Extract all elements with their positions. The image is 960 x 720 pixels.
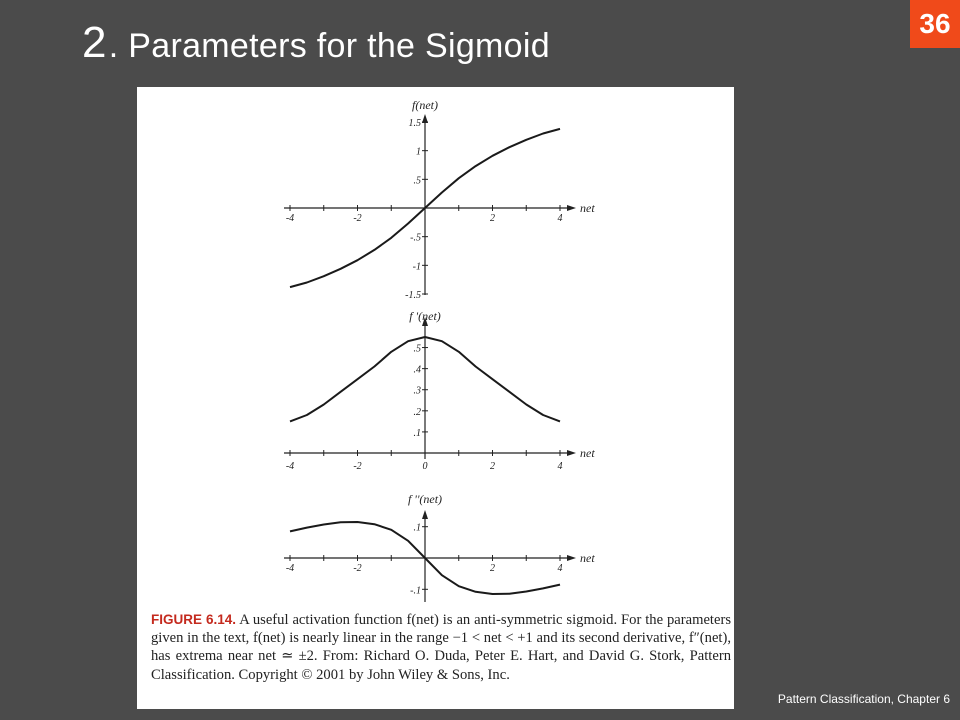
x-tick-label: -2: [353, 563, 362, 574]
y-tick-label: -.5: [410, 232, 421, 244]
x-tick-label: 0: [422, 461, 428, 472]
y-tick-label: -1.5: [405, 290, 421, 301]
y-tick-label: -1: [412, 261, 421, 273]
title-text: . Parameters for the Sigmoid: [108, 27, 550, 65]
x-axis-arrow-2: [567, 450, 576, 456]
y-axis-label-1: f(net): [412, 98, 438, 112]
x-axis-label-2: net: [580, 446, 595, 460]
y-tick-label: 1.5: [408, 118, 421, 129]
y-axis-label-2: f '(net): [409, 309, 441, 323]
y-tick-label: .5: [413, 343, 421, 355]
x-axis-label-1: net: [580, 201, 595, 215]
x-tick-label: 4: [557, 563, 563, 574]
x-axis-arrow-1: [567, 205, 576, 211]
x-tick-label: -4: [285, 563, 295, 574]
x-tick-label: 2: [490, 461, 495, 472]
y-tick-label: .3: [413, 385, 421, 397]
x-tick-label: 2: [490, 563, 495, 574]
x-tick-label: -2: [353, 461, 362, 472]
y-tick-label: .2: [413, 406, 421, 418]
caption-text: A useful activation function f(net) is an anti-symmetric sigmoid. For the parameters given in the text, f(net) is nearly linear in the range −1 < net < +1 and its second derivative, f″(net), has extrema near net ≃ ±2. From: Richard O. Duda, Peter E. Hart, and David G. Stork, Pattern Classification. Copyright © 2001 by John Wiley & Sons, Inc.: [151, 612, 732, 683]
figure-caption: [151, 611, 731, 684]
slide-title: [82, 18, 550, 68]
x-axis-label-3: net: [580, 551, 595, 565]
figure-charts: [137, 87, 734, 607]
title-number: 2: [82, 18, 107, 67]
figure-panel: [137, 87, 734, 709]
x-axis-arrow-3: [567, 555, 576, 561]
x-tick-label: 2: [490, 213, 495, 224]
x-tick-label: 4: [557, 461, 563, 472]
x-tick-label: -4: [285, 461, 295, 472]
caption-label: FIGURE 6.14.: [151, 612, 237, 627]
y-tick-label: .1: [413, 427, 421, 439]
y-tick-label: .1: [413, 522, 421, 534]
y-axis-arrow-3: [422, 510, 428, 519]
y-tick-label: .5: [413, 175, 421, 187]
y-axis-label-3: f ''(net): [407, 492, 443, 506]
x-tick-label: 4: [557, 213, 563, 224]
y-tick-label: 1: [416, 146, 421, 158]
y-tick-label: .4: [413, 364, 421, 376]
x-tick-label: -4: [285, 213, 295, 224]
footer-text: Pattern Classification, Chapter 6: [777, 692, 950, 706]
y-tick-label: -.1: [410, 585, 421, 597]
x-tick-label: -2: [353, 213, 362, 224]
slide-number-badge: 36: [910, 0, 960, 48]
